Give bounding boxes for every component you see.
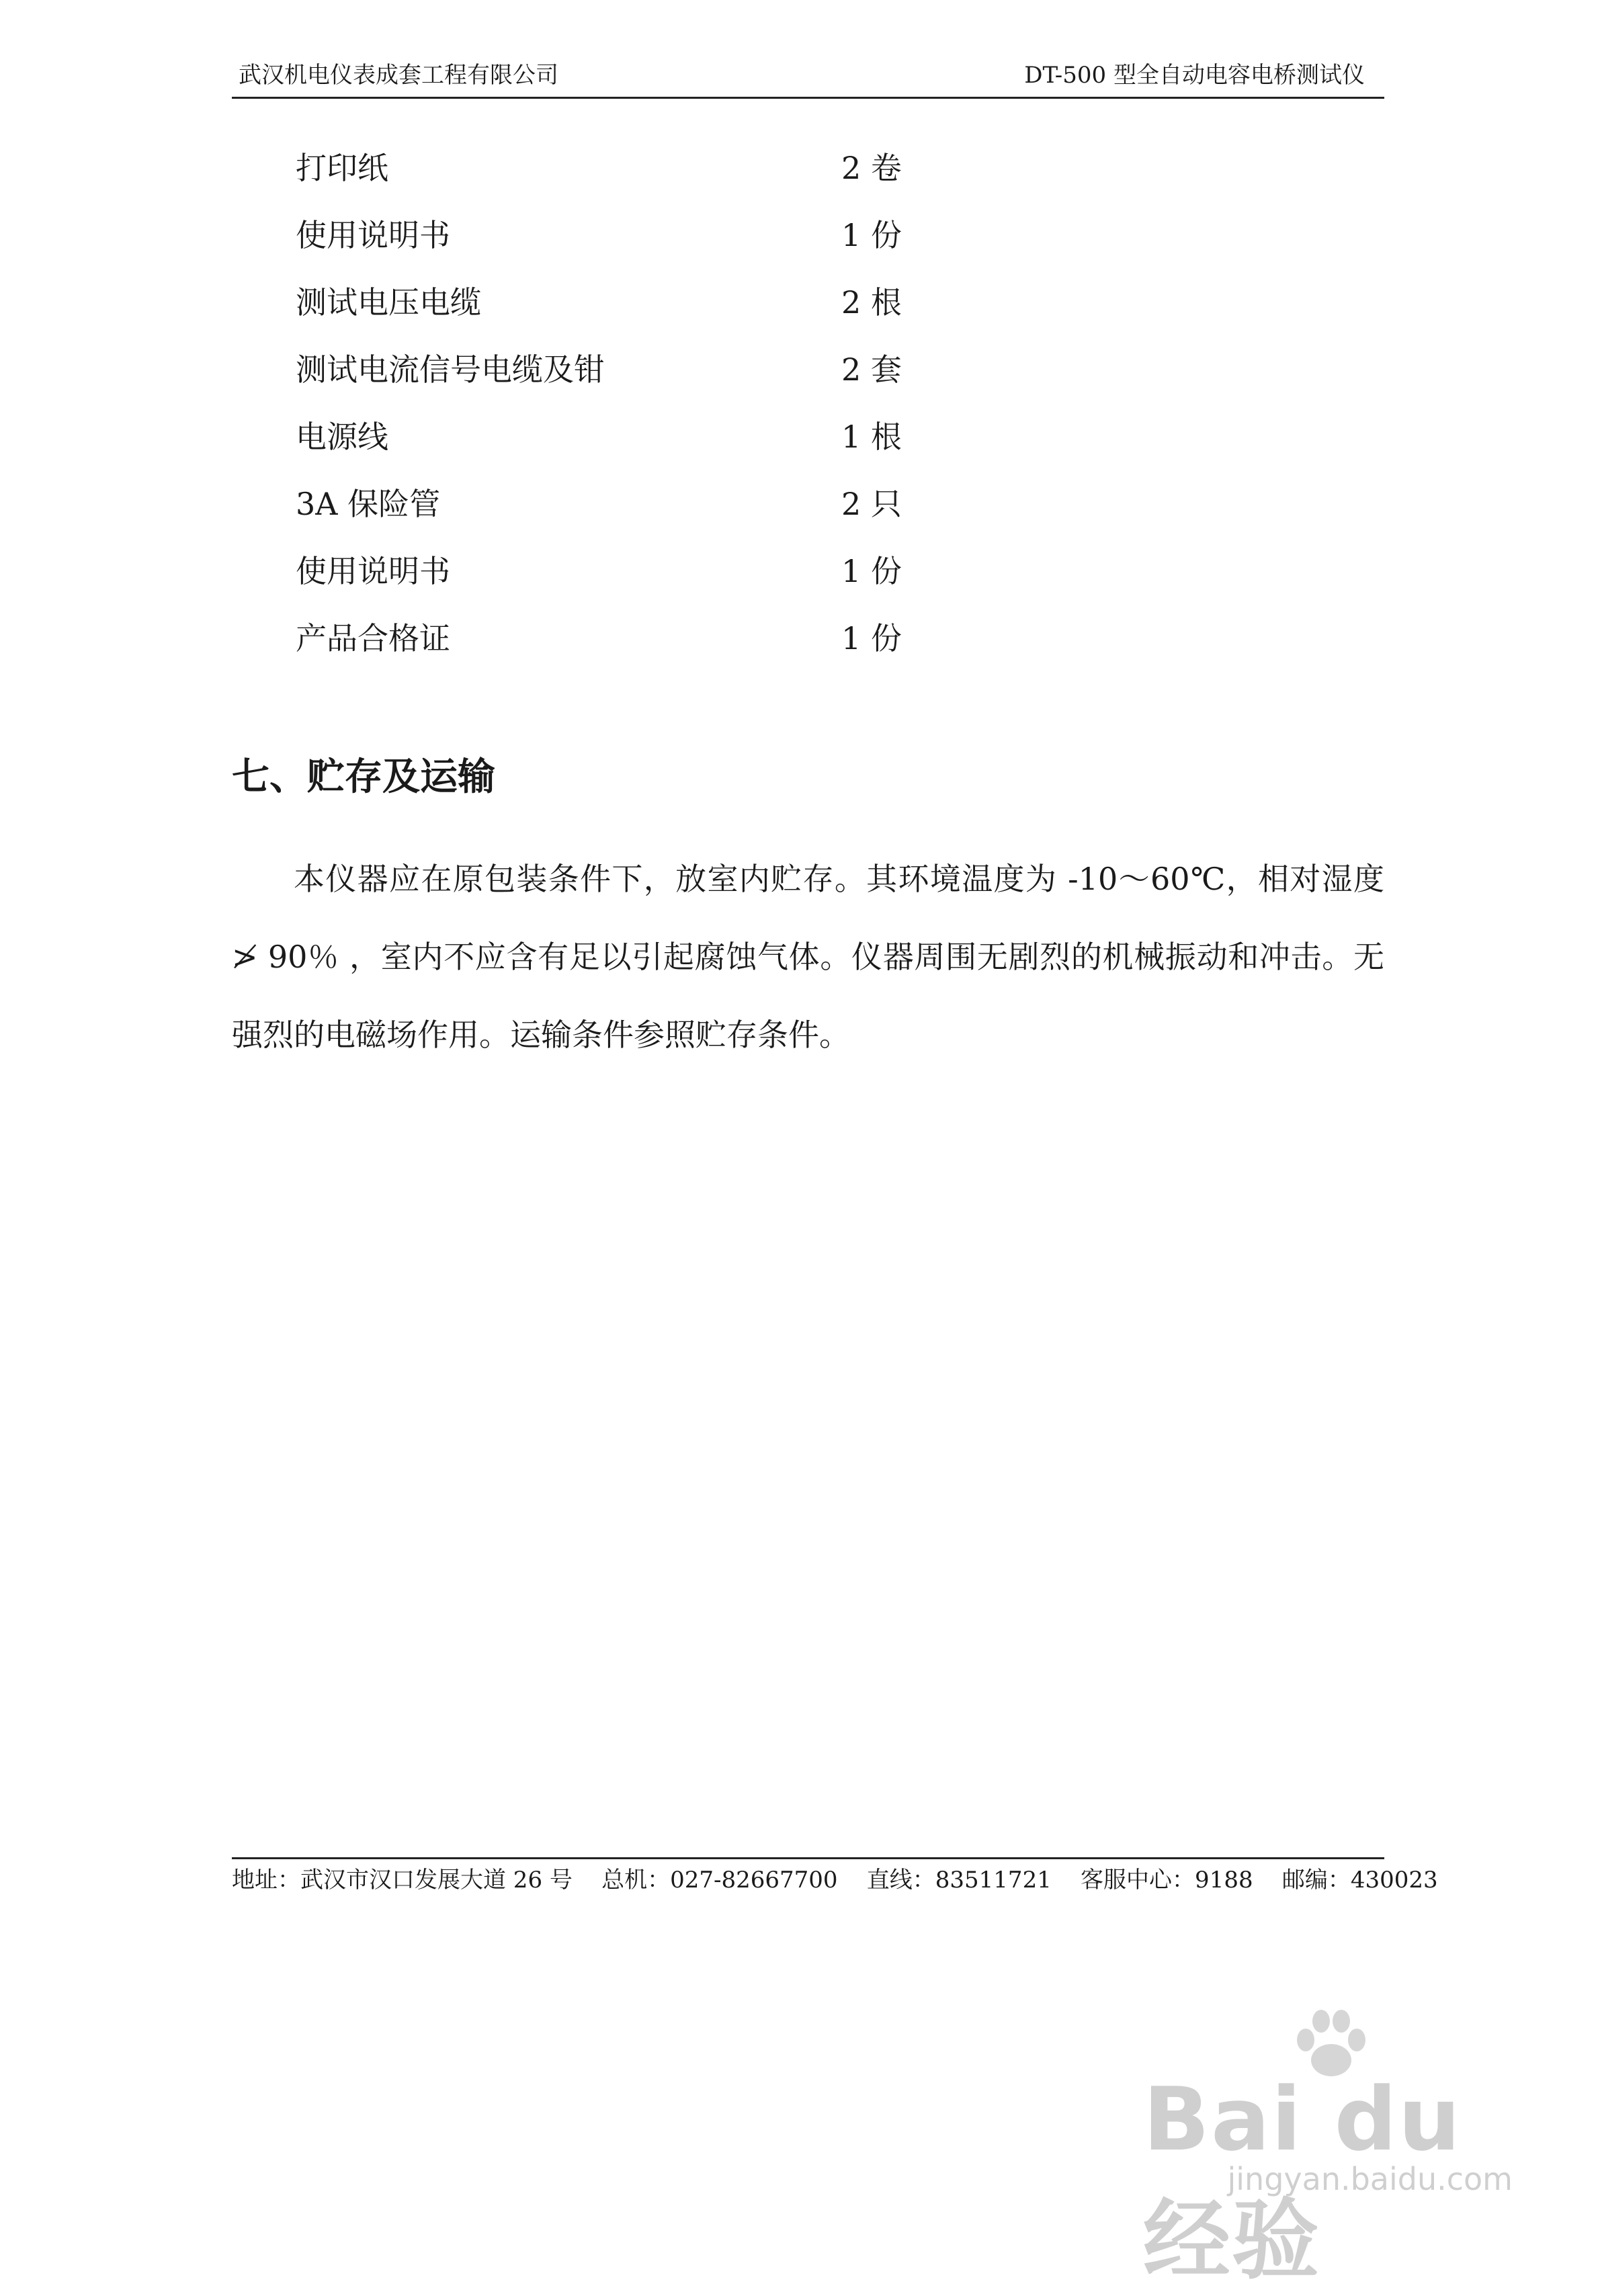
section-paragraph: 本仪器应在原包装条件下，放室内贮存。其环境温度为 -10～60℃，相对湿度 ≯ 90％ ，室内不应含有足以引起腐蚀气体。仪器周围无剧烈的机械振动和冲击。无强烈的电磁场作用。运输条件参照贮存条件。 (232, 861, 1384, 1053)
page-header-product: DT-500 型全自动电容电桥测试仪 (1024, 62, 1365, 89)
section-heading: 七、贮存及运输 (232, 755, 495, 799)
list-item (296, 417, 968, 484)
watermark (1143, 2008, 1519, 2291)
page-footer: 地址：武汉市汉口发展大道 26 号 总机：027-82667700 直线：83511721 客服中心：9188 邮编：430023 (232, 1867, 1438, 1894)
item-quantity: 1 份 (841, 620, 902, 656)
item-name: 使用说明书 (296, 217, 450, 253)
list-item (296, 618, 968, 685)
list-item (296, 484, 968, 551)
packing-list (296, 148, 968, 685)
list-item (296, 349, 968, 417)
list-item (296, 551, 968, 618)
footer-divider (232, 1857, 1384, 1859)
item-name: 产品合格证 (296, 620, 450, 656)
item-name: 测试电压电缆 (296, 284, 481, 321)
page-header-company: 武汉机电仪表成套工程有限公司 (239, 62, 558, 89)
item-name: 电源线 (296, 419, 388, 455)
item-quantity: 2 只 (841, 486, 902, 522)
item-quantity: 1 份 (841, 217, 902, 253)
watermark-logo-text: Bai du 经验 (1143, 2068, 1462, 2291)
item-quantity: 1 份 (841, 553, 902, 589)
item-name: 打印纸 (296, 150, 388, 186)
item-quantity: 2 根 (841, 284, 902, 321)
list-item (296, 215, 968, 282)
item-name: 使用说明书 (296, 553, 450, 589)
item-quantity: 1 根 (841, 419, 902, 455)
watermark-url: jingyan.baidu.com (1227, 2161, 1513, 2197)
header-divider (232, 97, 1384, 99)
item-name: 测试电流信号电缆及钳 (296, 351, 605, 388)
item-quantity: 2 卷 (841, 150, 902, 186)
list-item (296, 148, 968, 215)
item-name: 3A 保险管 (296, 486, 441, 522)
item-quantity: 2 套 (841, 351, 902, 388)
list-item (296, 282, 968, 349)
